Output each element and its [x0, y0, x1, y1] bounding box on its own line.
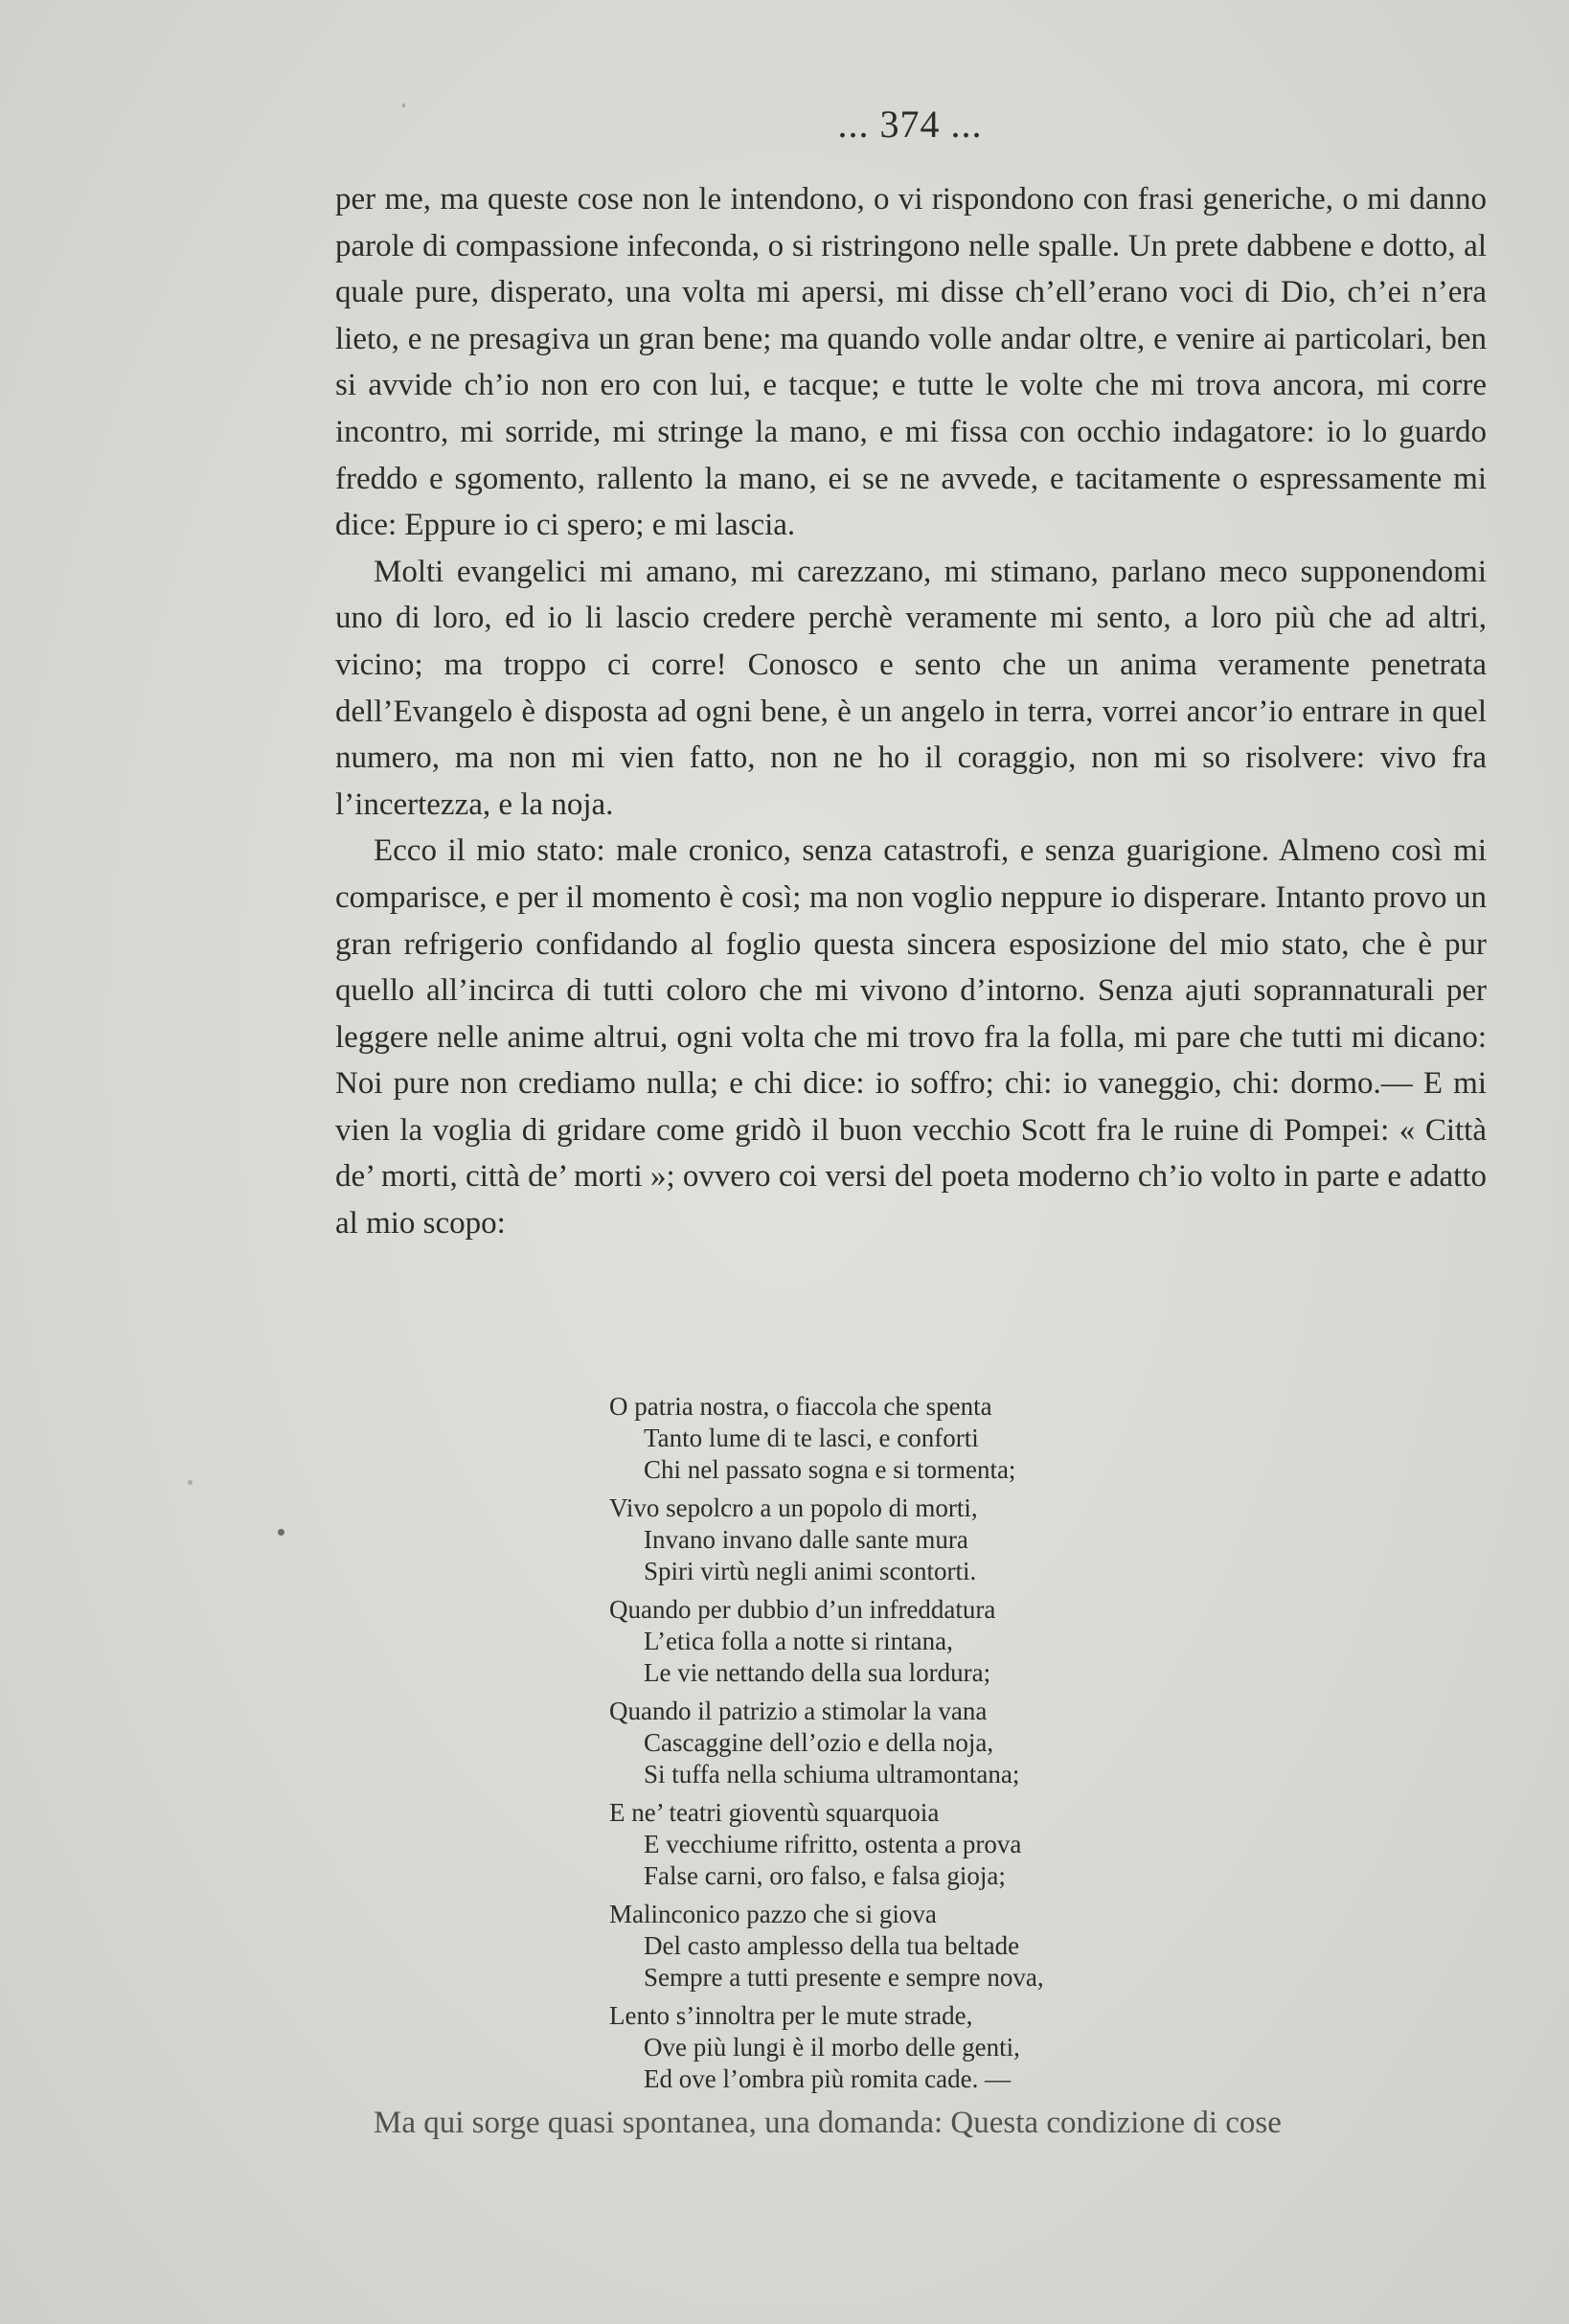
- verse-line: Malinconico pazzo che si giova: [609, 1900, 937, 1928]
- poem: [609, 1391, 1222, 2102]
- paper-speck: [188, 1480, 193, 1485]
- verse-line: Ove più lungi è il morbo delle genti,: [644, 2033, 1020, 2062]
- paragraph: Molti evangelici mi amano, mi carezzano, mi stimano, parlano meco supponendomi uno di loro, ed io li lascio credere perchè veramente mi sento, a loro più che ad altri, vicino; ma troppo ci corre! Conosco e sento che un anima veramente penetrata dell’Evangelo è disposta ad ogni bene, è un angelo in terra, vorrei ancor’io entrare in quel numero, ma non mi vien fatto, non ne ho il coraggio, non mi so risolvere: vivo fra l’incertezza, e la noja.: [335, 554, 1487, 822]
- stanza: [609, 1594, 1222, 1689]
- body-text: [335, 176, 1487, 1247]
- verse-line: L’etica folla a notte si rintana,: [644, 1627, 953, 1655]
- verse-line: Si tuffa nella schiuma ultramontana;: [644, 1760, 1020, 1789]
- paper-speck: [278, 1529, 284, 1536]
- verse-line: Lento s’innoltra per le mute strade,: [609, 2001, 973, 2030]
- verse-line: Sempre a tutti presente e sempre nova,: [644, 1963, 1044, 1992]
- verse-line: Le vie nettando della sua lordura;: [644, 1658, 991, 1687]
- paper-speck: [402, 103, 405, 107]
- verse-line: Chi nel passato sogna e si tormenta;: [644, 1455, 1016, 1484]
- verse-line: E vecchiume rifritto, ostenta a prova: [644, 1830, 1022, 1858]
- paragraph: per me, ma queste cose non le intendono, o vi rispondono con frasi generiche, o mi danno parole di compassione infeconda, o si ristringono nelle spalle. Un prete dabbene e dotto, al quale pure, disperato, una volta mi apersi, mi disse ch’ell’erano voci di Dio, ch’ei n’era lieto, e ne presagiva un gran bene; ma quando volle andar oltre, e venire ai particolari, ben si avvide ch’io non ero con lui, e tacque; e tutte le volte che mi trova ancora, mi corre incontro, mi sorride, mi stringe la mano, e mi fissa con occhio indagatore: io lo guardo freddo e sgomento, rallento la mano, ei se ne avvede, e tacitamente o espressamente mi dice: Eppure io ci spero; e mi lascia.: [335, 182, 1487, 543]
- verse-line: Quando per dubbio d’un infreddatura: [609, 1595, 996, 1624]
- verse-line: False carni, oro falso, e falsa gioja;: [644, 1861, 1006, 1890]
- verse-line: O patria nostra, o fiaccola che spenta: [609, 1392, 992, 1421]
- stanza: [609, 1391, 1222, 1486]
- verse-line: Ed ove l’ombra più romita cade. —: [644, 2064, 1012, 2093]
- stanza: [609, 1899, 1222, 1994]
- verse-line: E ne’ teatri gioventù squarquoia: [609, 1798, 940, 1827]
- verse-line: Spiri virtù negli animi scontorti.: [644, 1557, 977, 1585]
- verse-line: Del casto amplesso della tua beltade: [644, 1931, 1020, 1960]
- stanza: [609, 1492, 1222, 1587]
- stanza: [609, 2000, 1222, 2095]
- stanza: [609, 1696, 1222, 1790]
- stanza: [609, 1797, 1222, 1892]
- continuation-line: Ma qui sorge quasi spontanea, una domanda: Questa condizione di cose: [374, 2106, 1282, 2140]
- verse-line: Quando il patrizio a stimolar la vana: [609, 1697, 988, 1725]
- verse-line: Vivo sepolcro a un popolo di morti,: [609, 1493, 978, 1522]
- verse-line: Tanto lume di te lasci, e conforti: [644, 1424, 979, 1452]
- paragraph: Ecco il mio stato: male cronico, senza catastrofi, e senza guarigione. Almeno così mi comparisce, e per il momento è così; ma non voglio neppure io disperare. Intanto provo un gran refrigerio confidando al foglio questa sincera esposizione del mio stato, che è pur quello all’incirca di tutti coloro che mi vivono d’intorno. Senza ajuti soprannaturali per leggere nelle anime altrui, ogni volta che mi trovo fra la folla, mi pare che tutti mi dicano: Noi pure non crediamo nulla; e chi dice: io soffro; chi: io vaneggio, chi: dormo.— E mi vien la voglia di gridare come gridò il buon vecchio Scott fra le ruine di Pompei: « Città de’ morti, città de’ morti »; ovvero coi versi del poeta moderno ch’io volto in parte e adatto al mio scopo:: [335, 833, 1487, 1242]
- page-number: ... 374 ...: [837, 103, 983, 146]
- verse-line: Invano invano dalle sante mura: [644, 1525, 968, 1554]
- verse-line: Cascaggine dell’ozio e della noja,: [644, 1728, 994, 1757]
